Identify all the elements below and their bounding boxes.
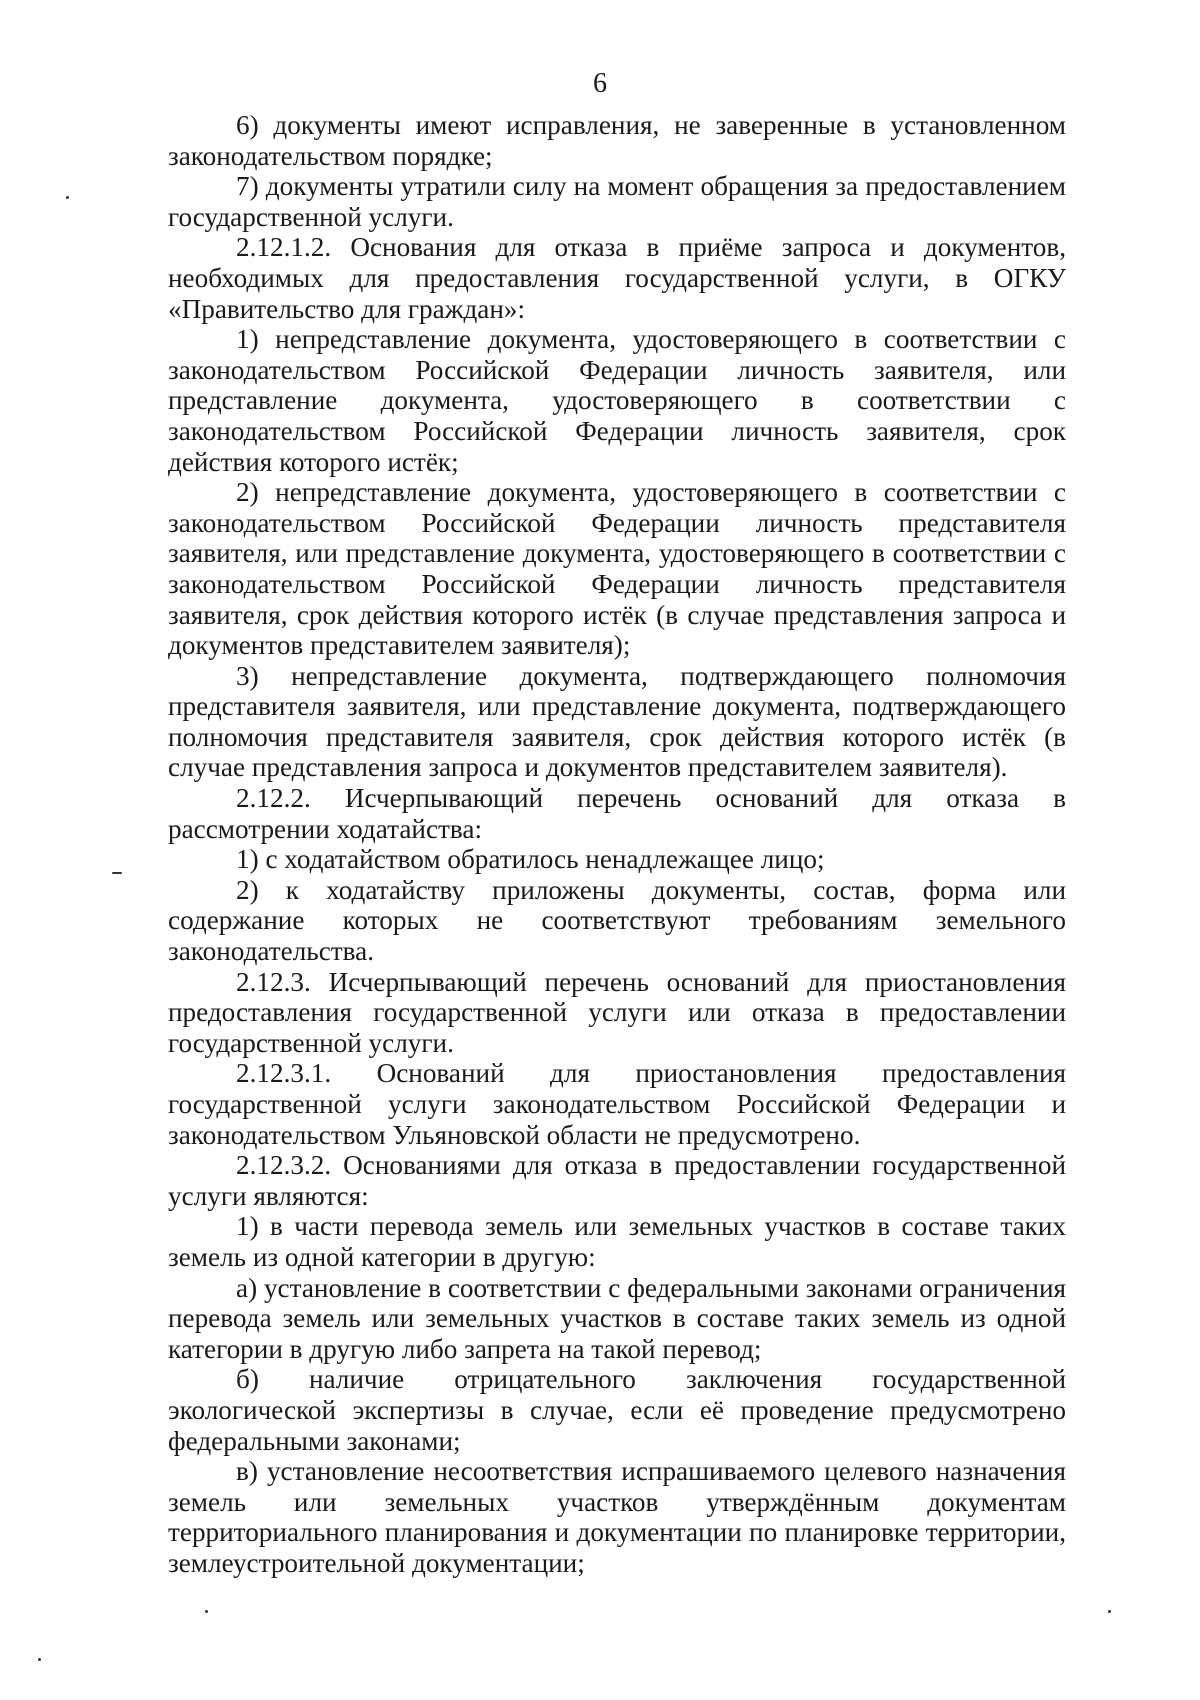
scan-speck	[66, 196, 69, 199]
paragraph: а) установление в соответствии с федеральными законами ограничения перевода земель или земельных участков в составе таких земель из одной категории в другую либо запрета на такой перевод;	[168, 1272, 1066, 1364]
paragraph: 1) с ходатайством обратилось ненадлежащее лицо;	[236, 844, 825, 875]
page-number: 6	[593, 68, 607, 99]
paragraph: 2) к ходатайству приложены документы, состав, форма или содержание которых не соответствуют требованиям земельного законодательства.	[168, 874, 1066, 967]
paragraph: 2.12.2. Исчерпывающий перечень оснований для отказа в рассмотрении ходатайства:	[168, 783, 1066, 844]
scan-speck	[112, 872, 122, 874]
scan-speck	[205, 1610, 208, 1613]
paragraph: б) наличие отрицательного заключения государственной экологической экспертизы в случае, если её проведение предусмотрено федеральными законами;	[168, 1364, 1066, 1456]
scan-speck	[38, 1658, 41, 1661]
paragraph: 2) непредставление документа, удостоверяющего в соответствии с законодательством Российской Федерации личность представителя заявителя, или представление документа, удостоверяющего в соответствии с законодательством Российской Федерации личность представителя заявителя, срок действия которого истёк (в случае представления запроса и документов представителем заявителя);	[168, 477, 1066, 661]
document-body	[168, 110, 1066, 1579]
paragraph: 2.12.3.2. Основаниями для отказа в предоставлении государственной услуги являются:	[168, 1150, 1066, 1211]
paragraph: 2.12.3.1. Оснований для приостановления предоставления государственной услуги законодательством Российской Федерации и законодательством Ульяновской области не предусмотрено.	[168, 1058, 1066, 1150]
paragraph: 1) непредставление документа, удостоверяющего в соответствии с законодательством Российской Федерации личность заявителя, или представление документа, удостоверяющего в соответствии с законодательством Российской Федерации личность заявителя, срок действия которого истёк;	[168, 324, 1066, 477]
paragraph: 6) документы имеют исправления, не заверенные в установленном законодательством порядке;	[168, 110, 1066, 171]
paragraph: 3) непредставление документа, подтверждающего полномочия представителя заявителя, или представление документа, подтверждающего полномочия представителя заявителя, срок действия которого истёк (в случае представления запроса и документов представителем заявителя).	[168, 660, 1066, 783]
paragraph: 7) документы утратили силу на момент обращения за предоставлением государственной услуги.	[168, 171, 1066, 232]
paragraph: 2.12.1.2. Основания для отказа в приёме запроса и документов, необходимых для предоставления государственной услуги, в ОГКУ «Правительство для граждан»:	[168, 232, 1066, 324]
scan-speck	[1108, 1610, 1111, 1613]
paragraph: в) установление несоответствия испрашиваемого целевого назначения земель или земельных участков утверждённым документам территориального планирования и документации по планировке территории, землеустроительной документации;	[168, 1456, 1066, 1578]
paragraph: 2.12.3. Исчерпывающий перечень оснований для приостановления предоставления государственной услуги или отказа в предоставлении государственной услуги.	[168, 966, 1066, 1058]
paragraph: 1) в части перевода земель или земельных участков в составе таких земель из одной категории в другую:	[168, 1211, 1066, 1272]
